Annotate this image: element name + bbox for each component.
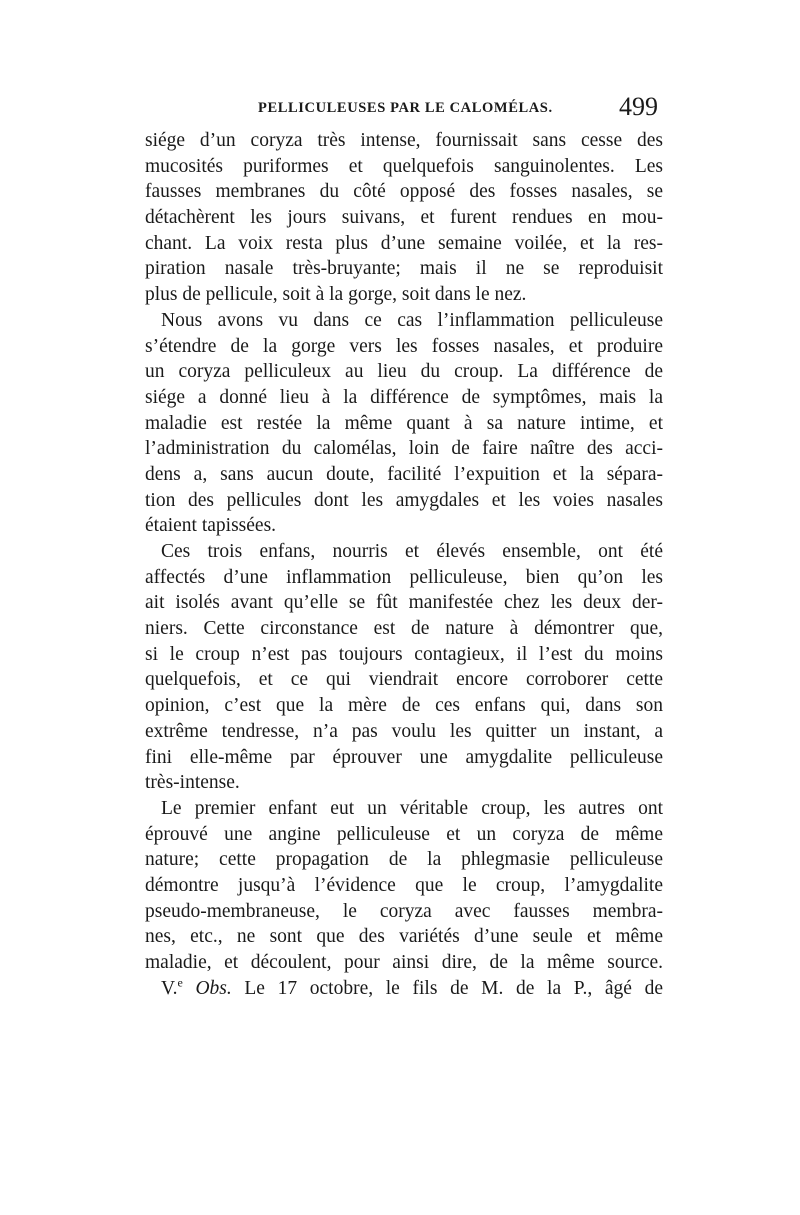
text-line: fausses membranes du côté opposé des fosses nasales, se [145,181,663,203]
running-header [248,92,660,126]
text-line: mucosités puriformes et quelquefois sanguinolentes. Les [145,155,663,177]
text-line: affectés d’une inflammation pelliculeuse, bien qu’on les [145,566,663,588]
body-text [145,128,663,1001]
running-title: PELLICULEUSES PAR LE CALOMÉLAS. [258,100,553,116]
text-line: étaient tapissées. [145,515,277,537]
text-line: piration nasale très-bruyante; mais il ne se reproduisit [145,258,663,280]
text-line: chant. La voix resta plus d’une semaine voilée, et la res- [145,232,663,254]
text-line: si le croup n’est pas toujours contagieux, il l’est du moins [145,643,663,665]
text-line: tion des pellicules dont les amygdales et les voies nasales [145,489,663,511]
text-line: très-intense. [145,772,240,794]
text-line: ait isolés avant qu’elle se fût manifestée chez les deux der- [145,592,663,614]
text-line: un coryza pelliculeux au lieu du croup. La différence de [145,361,663,383]
text-line: nature; cette propagation de la phlegmasie pelliculeuse [145,849,663,871]
text-line: maladie, et découlent, pour ainsi dire, de la même source. [145,952,663,973]
text-line: maladie est restée la même quant à sa nature intime, et [145,412,663,434]
text-line: siége a donné lieu à la différence de symptômes, mais la [145,386,663,408]
page-number: 499 [619,92,658,121]
observation-numeral-superscript: e [177,975,183,990]
paragraph-start-line: Le premier enfant eut un véritable croup, les autres ont [161,797,663,819]
text-line: quelquefois, et ce qui viendrait encore corroborer cette [145,669,663,691]
text-line: siége d’un coryza très intense, fournissait sans cesse des [145,130,663,151]
paragraph-start-line: Ces trois enfans, nourris et élevés ensemble, ont été [161,541,663,562]
text-line: s’étendre de la gorge vers les fosses nasales, et produire [145,335,663,357]
observation-numeral: V. [161,977,178,999]
text-line: extrême tendresse, n’a pas voulu les quitter un instant, a [145,720,663,742]
text-line: pseudo-membraneuse, le coryza avec fausses membra- [145,900,663,922]
text-line: opinion, c’est que la mère de ces enfans qui, dans son [145,695,663,717]
paragraph-start-line: Nous avons vu dans ce cas l’inflammation pelliculeuse [161,309,663,331]
text-line: fini elle-même par éprouver une amygdalite pelliculeuse [145,746,663,768]
text-line: plus de pellicule, soit à la gorge, soit dans le nez. [145,284,527,306]
text-line: détachèrent les jours suivans, et furent rendues en mou- [145,207,663,229]
text-line: éprouvé une angine pelliculeuse et un coryza de même [145,823,663,845]
text-line: l’administration du calomélas, loin de faire naître des acci- [145,438,663,460]
text-line: niers. Cette circonstance est de nature à démontrer que, [145,618,663,640]
text-line: dens a, sans aucun doute, facilité l’expuition et la sépara- [145,463,663,485]
observation-label: Obs. [195,977,232,999]
text-line: démontre jusqu’à l’évidence que le croup, l’amygdalite [145,874,663,896]
observation-text: Le 17 octobre, le fils de M. de la P., âgé de [244,977,663,999]
observation-heading-line [145,976,663,1002]
text-line: nes, etc., ne sont que des variétés d’une seule et même [145,926,663,948]
